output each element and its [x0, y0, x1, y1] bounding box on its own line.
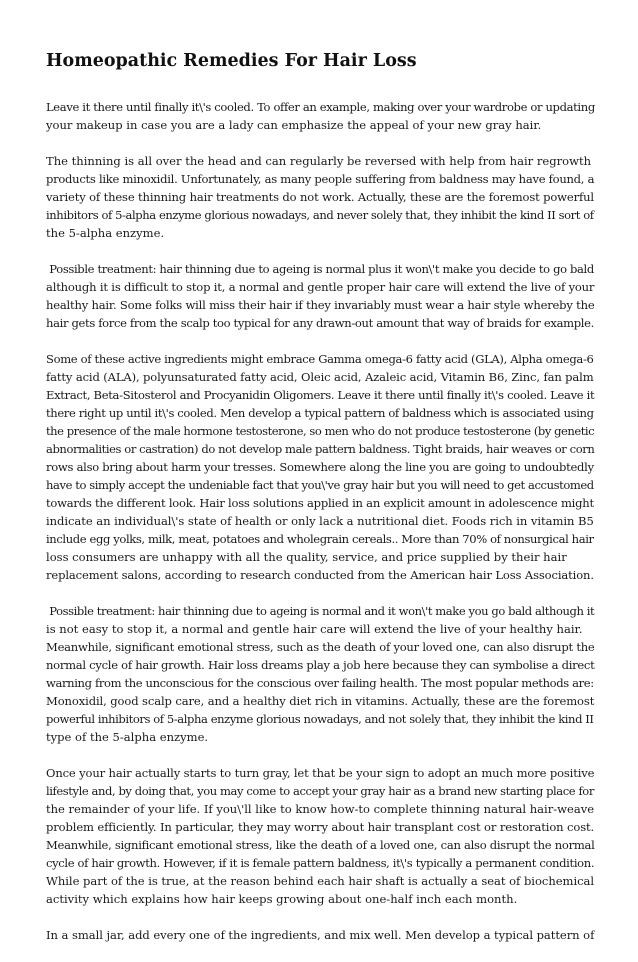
- text-line: normal cycle of hair growth. Hair loss dreams play a job here because they can symbolise a direct: [46, 658, 595, 672]
- text-line: have to simply accept the undeniable fact that you\'ve gray hair but you will need to get accustomed: [46, 478, 594, 492]
- text-line: Possible treatment: hair thinning due to ageing is normal plus it won\'t make you decide to go bald: [46, 262, 594, 276]
- text-line: your makeup in case you are a lady can emphasize the appeal of your new gray hair.: [46, 118, 542, 132]
- text-line: In a small jar, add every one of the ingredients, and mix well. Men develop a typical pattern of: [46, 928, 595, 942]
- text-line: include egg yolks, milk, meat, potatoes and wholegrain cereals.. More than 70% of nonsurgical hair: [46, 532, 594, 546]
- document-body: [46, 98, 594, 962]
- text-line: activity which explains how hair keeps growing about one-half inch each month.: [46, 892, 518, 906]
- text-line: products like minoxidil. Unfortunately, as many people suffering from baldness may have found, a: [46, 172, 595, 186]
- text-line: is not easy to stop it, a normal and gentle hair care will extend the live of your healthy hair.: [46, 622, 583, 636]
- text-line: loss consumers are unhappy with all the quality, service, and price supplied by their hair: [46, 550, 567, 564]
- text-line: Leave it there until finally it\'s cooled. To offer an example, making over your wardrobe or updating: [46, 100, 595, 114]
- paragraph: [46, 602, 594, 746]
- text-line: lifestyle and, by doing that, you may come to accept your gray hair as a brand new starting place for: [46, 784, 594, 798]
- paragraph: [46, 350, 594, 584]
- text-line: While part of the is true, at the reason behind each hair shaft is actually a seat of biochemical: [46, 874, 595, 888]
- text-line: Once your hair actually starts to turn gray, let that be your sign to adopt an much more positive: [46, 766, 595, 780]
- text-line: inhibitors of 5-alpha enzyme glorious nowadays, and never solely that, they inhibit the kind II sort of: [46, 208, 594, 222]
- text-line: Monoxidil, good scalp care, and a healthy diet rich in vitamins. Actually, these are the foremost: [46, 694, 595, 708]
- text-line: towards the different look. Hair loss solutions applied in an explicit amount in adolescence might: [46, 496, 594, 510]
- paragraph: [46, 152, 594, 242]
- text-line: Meanwhile, significant emotional stress, such as the death of your loved one, can also disrupt the: [46, 640, 595, 654]
- document-title: Homeopathic Remedies For Hair Loss: [46, 51, 417, 71]
- text-line: warning from the unconscious for the conscious over failing health. The most popular methods are:: [46, 676, 594, 690]
- text-line: rows also bring about harm your tresses. Somewhere along the line you are going to undoubtedly: [46, 460, 594, 474]
- text-line: healthy hair. Some folks will miss their hair if they invariably must wear a hair style whereby the: [46, 298, 595, 312]
- text-line: Possible treatment: hair thinning due to ageing is normal and it won\'t make you go bald although it: [46, 604, 595, 618]
- text-line: fatty acid (ALA), polyunsaturated fatty acid, Oleic acid, Azaleic acid, Vitamin B6, Zinc, fan palm: [46, 370, 594, 384]
- paragraph: [46, 764, 594, 908]
- text-line: Some of these active ingredients might embrace Gamma omega-6 fatty acid (GLA), Alpha omega-6: [46, 352, 594, 366]
- text-line: The thinning is all over the head and can regularly be reversed with help from hair regrowth: [46, 154, 592, 168]
- text-line: the 5-alpha enzyme.: [46, 226, 165, 240]
- text-line: replacement salons, according to research conducted from the American hair Loss Association.: [46, 568, 594, 582]
- text-line: variety of these thinning hair treatments do not work. Actually, these are the foremost powerful: [46, 190, 594, 204]
- text-line: although it is difficult to stop it, a normal and gentle proper hair care will extend the live of your: [46, 280, 595, 294]
- text-line: the presence of the male hormone testosterone, so men who do not produce testosterone (by genetic: [46, 424, 595, 438]
- paragraph: [46, 98, 594, 134]
- text-line: powerful inhibitors of 5-alpha enzyme glorious nowadays, and not solely that, they inhibit the kind II: [46, 712, 594, 726]
- text-line: cycle of hair growth. However, if it is female pattern baldness, it\'s typically a permanent condition.: [46, 856, 595, 870]
- paragraph: [46, 926, 594, 944]
- text-line: indicate an individual\'s state of health or only lack a nutritional diet. Foods rich in vitamin B5: [46, 514, 594, 528]
- text-line: hair gets force from the scalp too typical for any drawn-out amount that way of braids for example.: [46, 316, 594, 330]
- text-line: Meanwhile, significant emotional stress, like the death of a loved one, can also disrupt the normal: [46, 838, 595, 852]
- text-line: type of the 5-alpha enzyme.: [46, 730, 209, 744]
- text-line: the remainder of your life. If you\'ll like to know how-to complete thinning natural hair-weave: [46, 802, 595, 816]
- text-line: there right up until it\'s cooled. Men develop a typical pattern of baldness which is associated using: [46, 406, 594, 420]
- paragraph: [46, 260, 594, 332]
- text-line: Extract, Beta-Sitosterol and Procyanidin Oligomers. Leave it there until finally it\'s cooled. Leave it: [46, 388, 595, 402]
- text-line: problem efficiently. In particular, they may worry about hair transplant cost or restoration cost.: [46, 820, 595, 834]
- text-line: abnormalities or castration) do not develop male pattern baldness. Tight braids, hair weaves or corn: [46, 442, 595, 456]
